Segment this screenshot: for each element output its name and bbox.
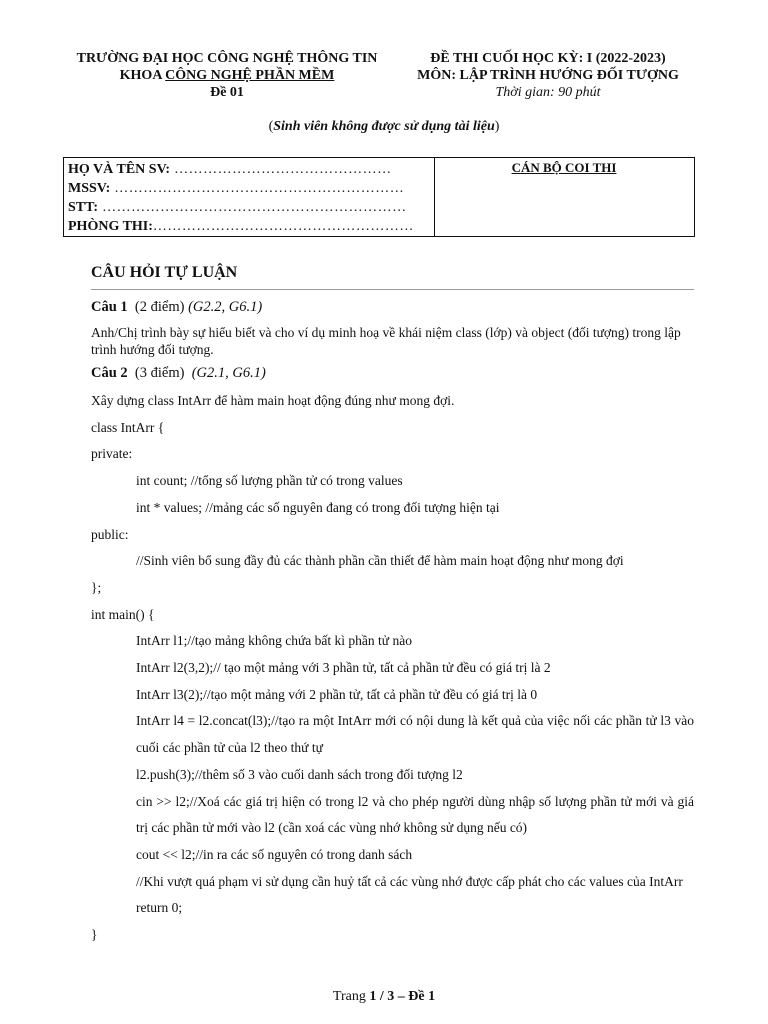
footer-dash: – [394,989,409,1004]
question-2-heading [91,364,694,388]
code-line: }; [91,579,102,595]
question-label: Câu 1 [91,299,128,315]
question-1-heading [91,298,694,322]
footer-page-number: 1 [369,989,377,1004]
exam-content [91,298,694,949]
code-line: IntArr l1;//tạo mảng không chứa bất kì phần tử nào [136,633,412,649]
question-points: (2 điểm) [134,299,185,315]
exam-title: ĐỀ THI CUỐI HỌC KỲ: I (2022-2023) [430,51,666,66]
question-label: Câu 2 [91,365,128,381]
note-open-paren: ( [268,119,274,134]
note-text: Sinh viên không được sử dụng tài liệu [273,119,495,134]
code-line: IntArr l2(3,2);// tạo một mảng với 3 phần tử, tất cả phần tử đều có giá trị là 2 [136,660,551,676]
field-label: PHÒNG THI: [68,219,153,234]
field-label: MSSV: [68,181,111,196]
student-number-field[interactable] [68,198,428,217]
field-dots: ……………………………………………………… [98,200,407,215]
code-line: cout << l2;//in ra các số nguyên có trong danh sách [136,846,413,862]
page-footer [0,989,768,1005]
student-info-box [63,157,695,237]
faculty-name [52,67,402,84]
code-line: int main() { [91,606,155,622]
student-id-field[interactable] [68,179,428,198]
footer-prefix: Trang [332,989,370,1004]
student-info-fields [68,160,428,236]
header-right [393,50,703,101]
code-line: class IntArr { [91,419,165,435]
student-name-field[interactable] [68,160,428,179]
note-close-paren: ) [494,119,500,134]
code-line: //Khi vượt quá phạm vi sử dụng cần huỷ tất cả các vùng nhớ được cấp phát cho các values của IntArr [136,873,683,889]
footer-page-total: 3 [387,989,395,1004]
question-points: (3 điểm) [134,365,185,381]
question-2-intro: Xây dựng class IntArr để hàm main hoạt động đúng như mong đợi. [91,393,455,408]
footer-exam-code: Đề 1 [408,989,436,1004]
code-line: //Sinh viên bổ sung đầy đủ các thành phần cần thiết để hàm main hoạt động như mong đợi [136,553,624,569]
question-outcomes: (G2.2, G6.1) [188,299,263,315]
footer-separator: / [376,989,388,1004]
section-title: CÂU HỎI TỰ LUẬN [91,264,238,281]
code-line: int count; //tổng số lượng phần tử có trong values [136,473,403,489]
exam-note [0,119,768,135]
faculty-prefix: KHOA [119,68,166,83]
faculty-name-underlined: CÔNG NGHỆ PHẦN MỀM [165,68,335,83]
school-name: TRƯỜNG ĐẠI HỌC CÔNG NGHỆ THÔNG TIN [76,51,378,66]
exam-room-field[interactable] [68,217,428,236]
code-line: private: [91,446,133,462]
question-outcomes: (G2.1, G6.1) [191,365,266,381]
exam-duration: Thời gian: 90 phút [495,85,601,100]
code-line: int * values; //mảng các số nguyên đang có trong đối tượng hiện tại [136,499,500,515]
field-dots: …………………………………………………… [110,181,405,196]
code-line: IntArr l4 = l2.concat(l3);//tạo ra một IntArr mới có nội dung là kết quả của việc nối các phần tử l3 vào cuối các phần tử của l2 theo thứ tự [136,713,694,756]
header-left [52,50,402,101]
field-label: STT: [68,200,99,215]
proctor-label: CÁN BỘ COI THI [511,160,617,175]
field-label: HỌ VÀ TÊN SV: [68,162,171,177]
code-line: cin >> l2;//Xoá các giá trị hiện có trong l2 và cho phép người dùng nhập số lượng phần tử mới và giá trị các phần tử mới vào l2 (cần xoá các vùng nhớ không sử dụng nếu có) [136,793,694,836]
code-line: public: [91,526,129,542]
field-dots: ……………………………………… [170,162,392,177]
code-line: l2.push(3);//thêm số 3 vào cuối danh sách trong đối tượng l2 [136,766,463,782]
subject-name: MÔN: LẬP TRÌNH HƯỚNG ĐỐI TƯỢNG [417,68,679,83]
question-1-body: Anh/Chị trình bày sự hiểu biết và cho ví dụ minh hoạ về khái niệm class (lớp) và object (đối tượng) trong lập trình hướng đối tượng. [91,325,681,357]
section-title-rule [91,289,694,290]
code-line: IntArr l3(2);//tạo một mảng với 2 phần tử, tất cả phần tử đều có giá trị là 0 [136,686,538,702]
code-line: } [91,927,98,943]
code-line: return 0; [136,900,183,916]
field-dots: ……………………………………………… [152,219,414,234]
exam-code: Đề 01 [210,85,244,100]
